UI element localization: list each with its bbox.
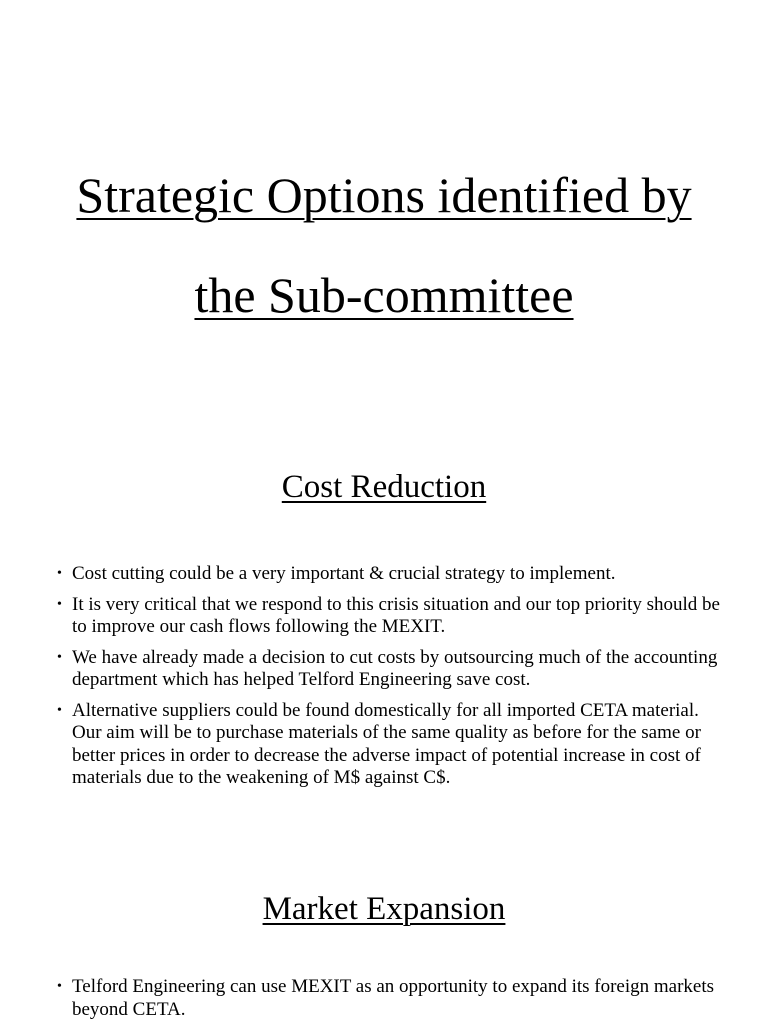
market-expansion-list: [57, 976, 727, 1029]
list-item: [57, 976, 727, 1021]
list-item: [57, 647, 727, 692]
list-item: [57, 700, 727, 790]
list-item: [57, 563, 727, 586]
list-item-text: Alternative suppliers could be found domestically for all imported CETA material. Our aim will be to purchase materials of the same quality as before for the same or better prices in order to decrease the adverse impact of potential increase in cost of materials due to the weakening of M$ against C$.: [72, 699, 701, 788]
list-item-text: Telford Engineering can use MEXIT as an opportunity to expand its foreign markets beyond CETA.: [72, 976, 715, 1020]
section-heading-cost-reduction: Cost Reduction: [281, 469, 487, 505]
bullet-icon: •: [57, 596, 62, 612]
page-title-line-1: Strategic Options identified by: [76, 167, 692, 223]
section-heading-market-expansion: Market Expansion: [262, 891, 506, 927]
list-item: [57, 594, 727, 639]
list-item-text: It is very critical that we respond to this crisis situation and our top priority should be to improve our cash flows following the MEXIT.: [72, 593, 720, 637]
bullet-icon: •: [57, 979, 62, 994]
bullet-icon: •: [57, 566, 62, 581]
bullet-icon: •: [57, 649, 62, 665]
list-item-text: We have already made a decision to cut costs by outsourcing much of the accounting department which has helped Telford Engineering save cost.: [72, 646, 718, 690]
bullet-icon: •: [57, 702, 62, 718]
page-title-line-2: the Sub-committee: [194, 267, 574, 323]
cost-reduction-list: [57, 563, 727, 798]
list-item-text: Cost cutting could be a very important & crucial strategy to implement.: [72, 563, 616, 584]
